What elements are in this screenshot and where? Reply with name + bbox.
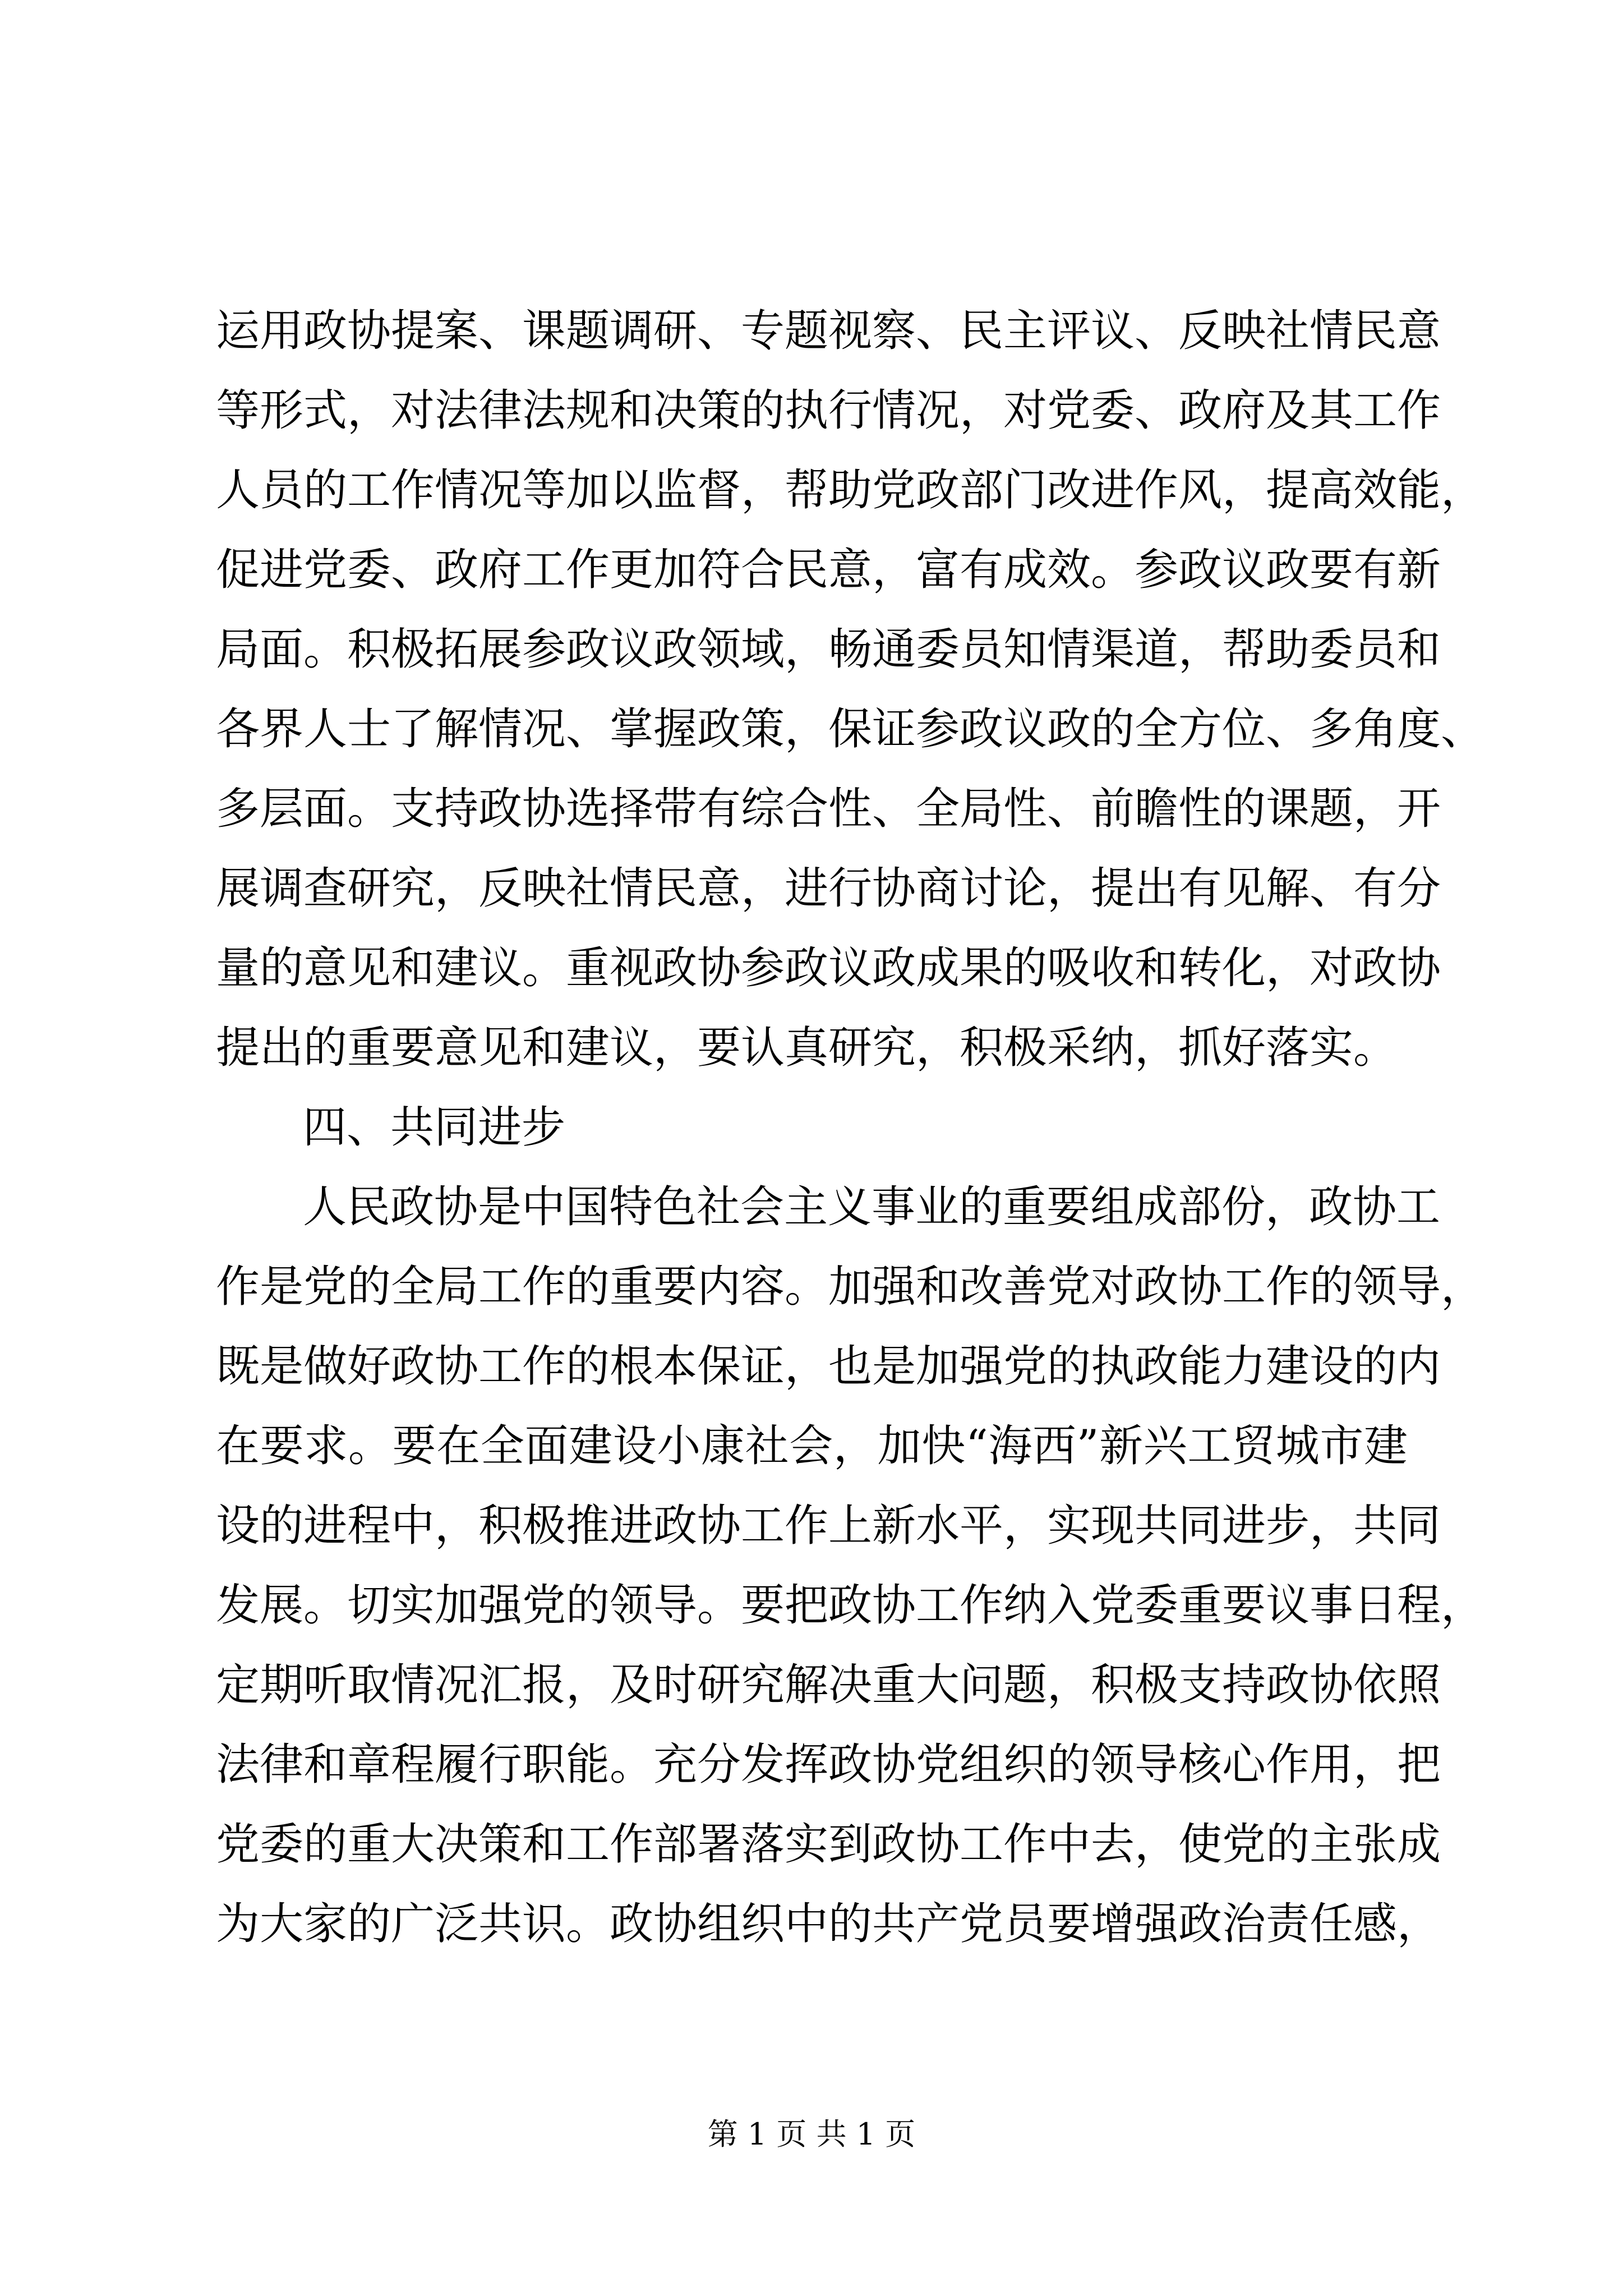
body-line-4: 促进党委、政府工作更加符合民意，富有成效。参政议政要有新 xyxy=(216,545,1441,595)
body-line-7: 多层面。支持政协选择带有综合性、全局性、前瞻性的课题，开 xyxy=(216,784,1441,834)
body-line-6: 各界人士了解情况、掌握政策，保证参政议政的全方位、多角度、 xyxy=(216,704,1485,754)
body-line-2: 等形式，对法律法规和决策的执行情况，对党委、政府及其工作 xyxy=(216,385,1441,436)
body-line-5: 局面。积极拓展参政议政领域，畅通委员知情渠道，帮助委员和 xyxy=(216,624,1441,675)
body-line-16: 设的进程中，积极推进政协工作上新水平，实现共同进步，共同 xyxy=(216,1501,1441,1551)
body-line-18: 定期听取情况汇报，及时研究解决重大问题，积极支持政协依照 xyxy=(216,1660,1441,1710)
body-line-20: 党委的重大决策和工作部署落实到政协工作中去，使党的主张成 xyxy=(216,1819,1441,1870)
body-line-1: 运用政协提案、课题调研、专题视察、民主评议、反映社情民意 xyxy=(216,306,1441,356)
section-heading: 四、共同进步 xyxy=(303,1102,566,1153)
body-line-10: 提出的重要意见和建议，要认真研究，积极采纳，抓好落实。 xyxy=(216,1023,1398,1073)
body-line-13: 作是党的全局工作的重要内容。加强和改善党对政协工作的领导， xyxy=(216,1262,1485,1312)
body-line-14: 既是做好政协工作的根本保证，也是加强党的执政能力建设的内 xyxy=(216,1341,1441,1392)
body-line-9: 量的意见和建议。重视政协参政议政成果的吸收和转化，对政协 xyxy=(216,943,1441,993)
body-line-21: 为大家的广泛共识。政协组织中的共产党员要增强政治责任感， xyxy=(216,1899,1441,1949)
body-line-3: 人员的工作情况等加以监督，帮助党政部门改进作风，提高效能， xyxy=(216,465,1485,516)
body-line-8: 展调查研究，反映社情民意，进行协商讨论，提出有见解、有分 xyxy=(216,863,1441,914)
body-line-15: 在要求。要在全面建设小康社会，加快“海西”新兴工贸城市建 xyxy=(216,1421,1408,1471)
body-line-19: 法律和章程履行职能。充分发挥政协党组织的领导核心作用，把 xyxy=(216,1740,1441,1790)
body-line-17: 发展。切实加强党的领导。要把政协工作纳入党委重要议事日程， xyxy=(216,1580,1485,1631)
body-line-12: 人民政协是中国特色社会主义事业的重要组成部份，政协工 xyxy=(303,1182,1441,1232)
page-footer: 第 1 页 共 1 页 xyxy=(707,2116,916,2152)
